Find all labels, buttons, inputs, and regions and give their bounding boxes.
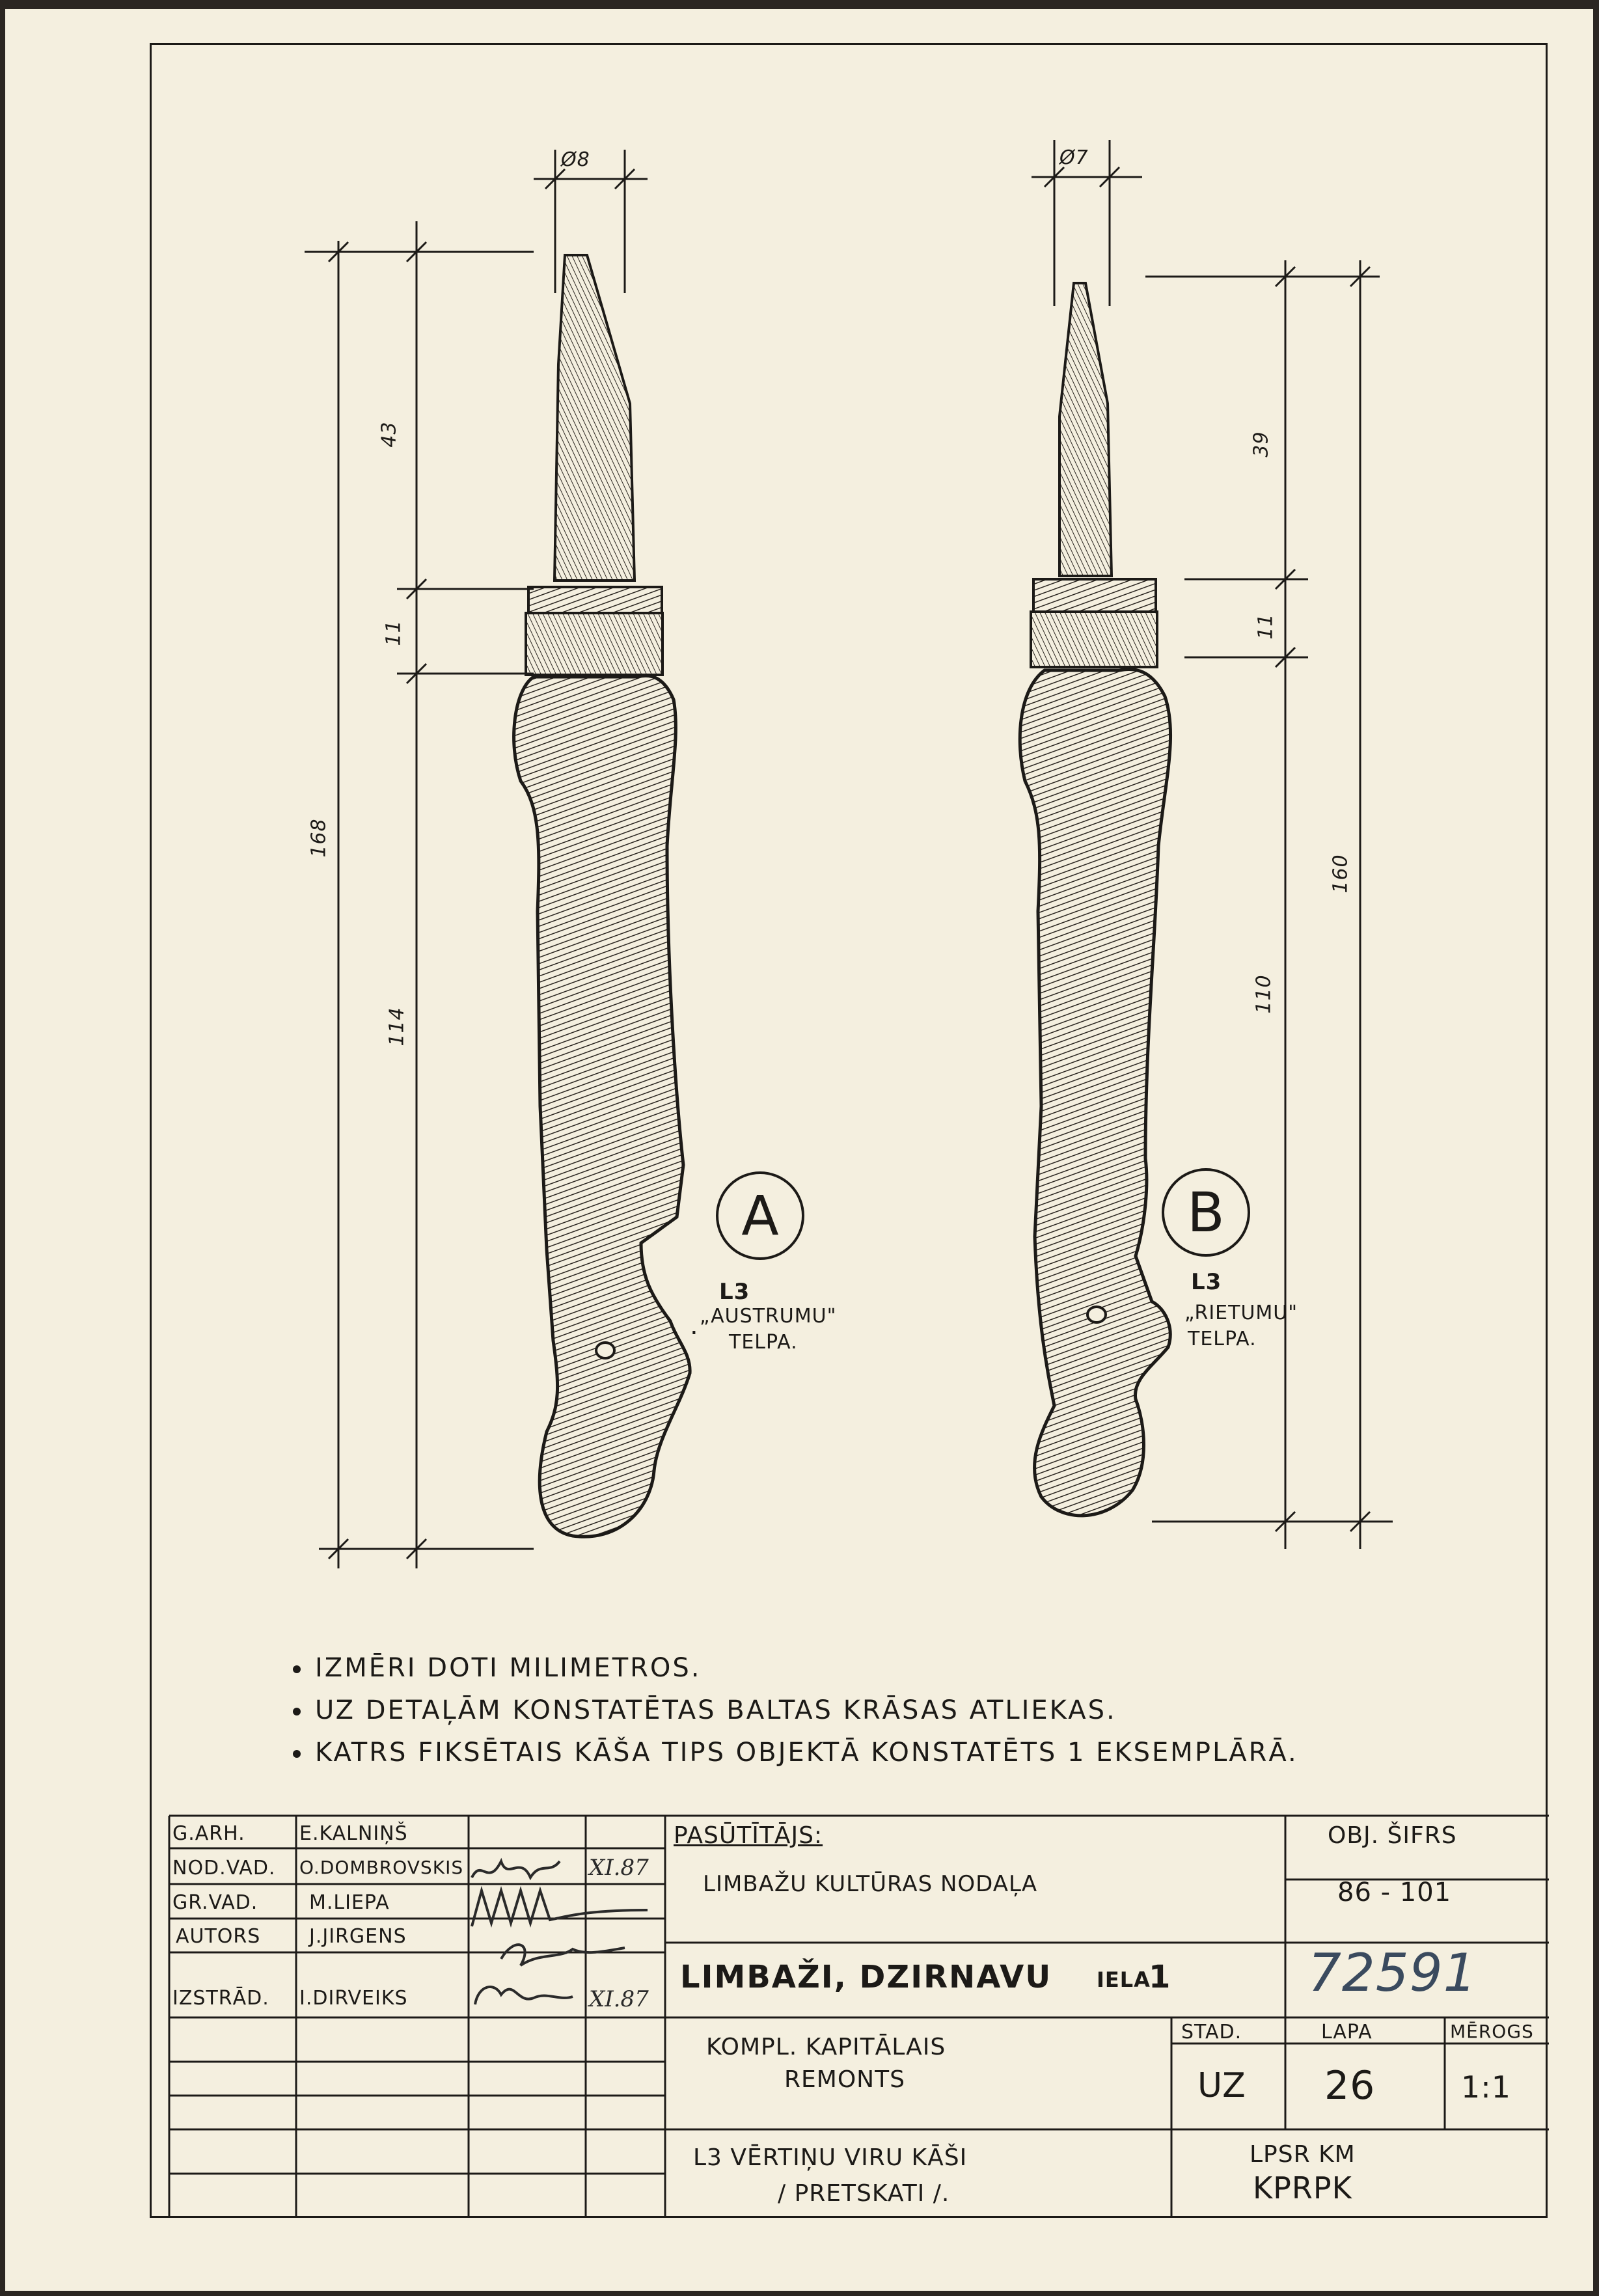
hook-a-drawing (514, 255, 690, 1537)
bullet (293, 1665, 301, 1673)
callout-b-line1: „RIETUMU" (1184, 1302, 1298, 1324)
callout-a-circle: A (716, 1171, 804, 1260)
name-kalnins: E.KALNIŅŠ (299, 1822, 408, 1845)
obj-code-label: OBJ. ŠIFRS (1328, 1822, 1457, 1849)
work-line2: REMONTS (784, 2066, 905, 2093)
inventory-number: 72591 (1308, 1943, 1477, 2003)
name-jirgens: J.JIRGENS (309, 1925, 407, 1948)
callout-b-circle: B (1162, 1168, 1250, 1257)
note-3 (293, 1738, 1298, 1768)
dim-a-168: 168 (307, 818, 331, 858)
address-number: 1 (1149, 1959, 1172, 1995)
dim-b-110: 110 (1252, 974, 1276, 1014)
dim-b-diameter: Ø7 (1059, 146, 1089, 169)
name-dirveiks: I.DIRVEIKS (299, 1987, 408, 2010)
role-g-arh: G.ARH. (172, 1822, 245, 1845)
callout-a-line1: „AUSTRUMU" (700, 1305, 837, 1328)
stage-label: STAD. (1181, 2021, 1242, 2043)
role-autors: AUTORS (176, 1925, 261, 1948)
callout-a-code: L3 (719, 1279, 750, 1305)
client-label: PASŪTĪTĀJS: (674, 1822, 823, 1849)
name-liepa: M.LIEPA (309, 1891, 390, 1914)
role-izstrad: IZSTRĀD. (172, 1987, 269, 2010)
work-line1: KOMPL. KAPITĀLAIS (706, 2034, 946, 2060)
subject-line1: L3 VĒRTIŅU VIRU KĀŠI (693, 2144, 968, 2171)
obj-code-value: 86 - 101 (1337, 1878, 1452, 1907)
scale-value: 1:1 (1461, 2070, 1512, 2105)
name-dombrovskis: O.DOMBROVSKIS (299, 1857, 464, 1878)
sheet-value: 26 (1324, 2063, 1376, 2109)
address-small: IELA (1097, 1967, 1151, 1992)
bullet (293, 1750, 301, 1758)
callout-b-code: L3 (1191, 1269, 1222, 1295)
subject-line2: / PRETSKATI /. (778, 2180, 950, 2207)
callout-a-dot: . (690, 1311, 698, 1341)
bullet (293, 1708, 301, 1715)
dim-b-11: 11 (1254, 613, 1278, 640)
signature-scribbles (472, 1861, 648, 2004)
dim-a-114: 114 (385, 1007, 409, 1046)
org-line2: KPRPK (1253, 2170, 1352, 2206)
role-gr-vad: GR.VAD. (172, 1891, 258, 1914)
callout-b-line2: TELPA. (1188, 1328, 1257, 1350)
note-2-text: UZ DETAĻĀM KONSTATĒTAS BALTAS KRĀSAS ATLIEKAS. (315, 1695, 1117, 1725)
scale-label: MĒROGS (1450, 2021, 1534, 2042)
hook-b-drawing (1020, 283, 1170, 1516)
note-2 (293, 1695, 1117, 1725)
stage-value: UZ (1197, 2066, 1246, 2105)
address-main: LIMBAŽI, DZIRNAVU (680, 1959, 1052, 1995)
date-izstrad: XI.87 (589, 1986, 649, 2012)
dim-a-43: 43 (377, 421, 401, 448)
dim-b-39: 39 (1250, 431, 1273, 458)
date-nod-vad: XI.87 (589, 1855, 649, 1881)
org-line1: LPSR KM (1250, 2141, 1356, 2168)
dim-b-160: 160 (1329, 854, 1352, 894)
sheet-label: LAPA (1321, 2021, 1373, 2043)
dim-a-11: 11 (382, 620, 405, 646)
note-1 (293, 1653, 702, 1683)
client-value: LIMBAŽU KULTŪRAS NODAĻA (703, 1871, 1038, 1897)
role-nod-vad: NOD.VAD. (172, 1857, 276, 1879)
note-3-text: KATRS FIKSĒTAIS KĀŠA TIPS OBJEKTĀ KONSTATĒTS 1 EKSEMPLĀRĀ. (315, 1738, 1298, 1768)
callout-a-line2: TELPA. (729, 1331, 798, 1354)
dim-a-diameter: Ø8 (561, 148, 590, 171)
note-1-text: IZMĒRI DOTI MILIMETROS. (315, 1653, 702, 1683)
